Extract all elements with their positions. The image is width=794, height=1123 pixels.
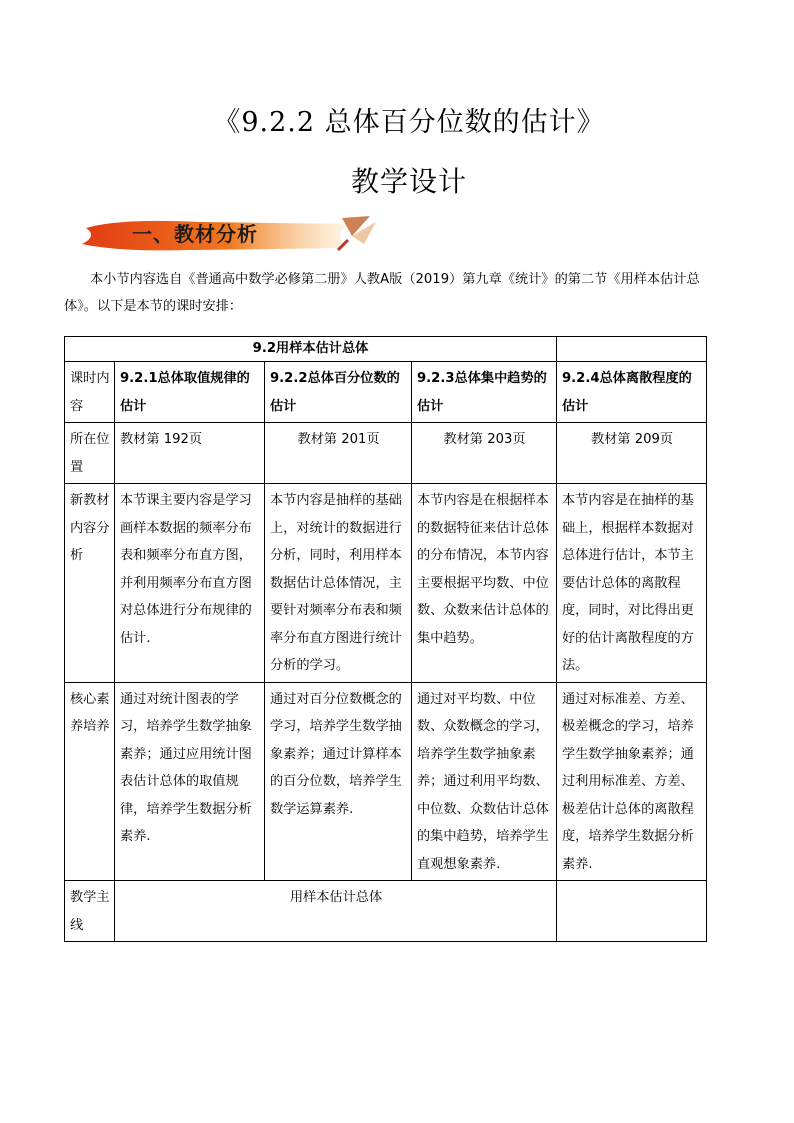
table-cell: 教材第 209页 — [557, 423, 707, 484]
section-heading: 一、教材分析 — [132, 222, 258, 246]
table-row — [65, 881, 707, 942]
table-cell: 用样本估计总体 — [115, 881, 557, 942]
table-row — [65, 423, 707, 484]
table-cell: 通过对统计图表的学习，培养学生数学抽象素养；通过应用统计图表估计总体的取值规律，培养学生数据分析素养. — [115, 682, 265, 881]
table-cell: 教材第 192页 — [115, 423, 265, 484]
row-label: 新教材内容分析 — [65, 484, 115, 683]
table-row — [65, 484, 707, 683]
table-cell: 教材第 203页 — [412, 423, 557, 484]
row-label: 教学主线 — [65, 881, 115, 942]
table-cell: 本节课主要内容是学习画样本数据的频率分布表和频率分布直方图，并利用频率分布直方图对总体进行分布规律的估计. — [115, 484, 265, 683]
table-row — [65, 362, 707, 423]
table-cell: 本节内容是在根据样本的数据特征来估计总体的分布情况，本节内容主要根据平均数、中位数、众数来估计总体的集中趋势。 — [412, 484, 557, 683]
table-cell: 9.2.4总体离散程度的估计 — [557, 362, 707, 423]
table-cell: 教材第 201页 — [265, 423, 412, 484]
table-cell — [557, 881, 707, 942]
table-cell: 9.2.1总体取值规律的估计 — [115, 362, 265, 423]
table-cell — [557, 337, 707, 362]
table-cell: 通过对平均数、中位数、众数概念的学习，培养学生数学抽象素养；通过利用平均数、中位数、众数估计总体的集中趋势，培养学生直观想象素养. — [412, 682, 557, 881]
row-label: 课时内容 — [65, 362, 115, 423]
table-cell: 通过对标准差、方差、极差概念的学习，培养学生数学抽象素养；通过利用标准差、方差、极差估计总体的离散程度，培养学生数据分析素养. — [557, 682, 707, 881]
document-title: 《9.2.2 总体百分位数的估计》 — [213, 107, 605, 138]
intro-paragraph: 本小节内容选自《普通高中数学必修第二册》人教A版（2019）第九章《统计》的第二节《用样本估计总体》。以下是本节的课时安排： — [64, 272, 700, 314]
table-header: 9.2用样本估计总体 — [65, 337, 557, 362]
row-label: 所在位置 — [65, 423, 115, 484]
table-header-row — [65, 337, 707, 362]
table-cell: 9.2.3总体集中趋势的估计 — [412, 362, 557, 423]
document-subtitle: 教学设计 — [350, 165, 467, 198]
row-label: 核心素养培养 — [65, 682, 115, 881]
table-cell: 本节内容是抽样的基础上，对统计的数据进行分析，同时，利用样本数据估计总体情况，主要针对频率分布表和频率分布直方图进行统计分析的学习。 — [265, 484, 412, 683]
table-cell: 9.2.2总体百分位数的估计 — [265, 362, 412, 423]
lesson-plan-table — [64, 336, 707, 942]
table-row — [65, 682, 707, 881]
table-cell: 通过对百分位数概念的学习，培养学生数学抽象素养；通过计算样本的百分位数，培养学生数学运算素养. — [265, 682, 412, 881]
table-cell: 本节内容是在抽样的基础上，根据样本数据对总体进行估计，本节主要估计总体的离散程度，同时，对比得出更好的估计离散程度的方法。 — [557, 484, 707, 683]
